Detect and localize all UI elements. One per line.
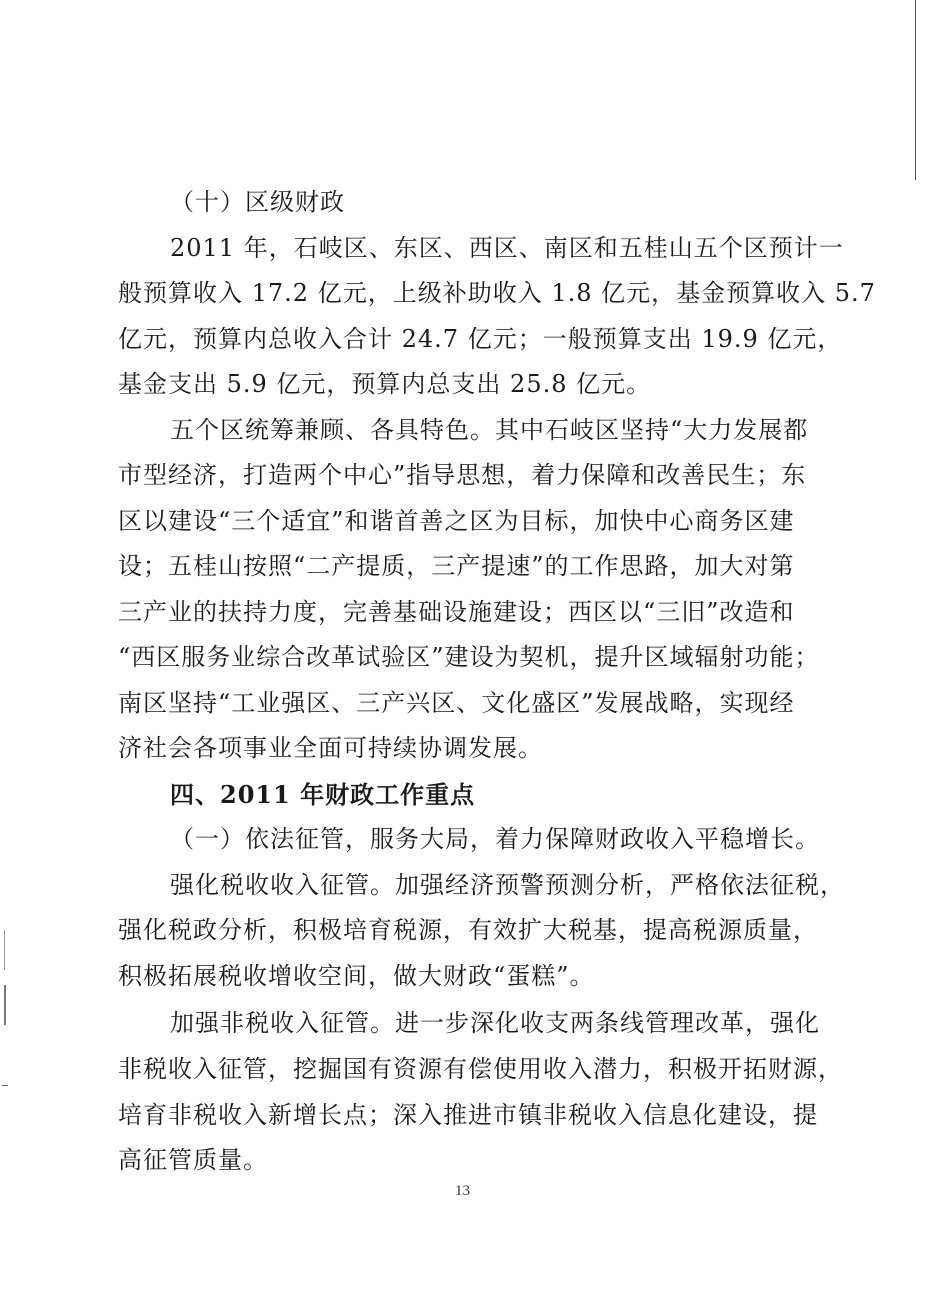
- paragraph-line: 济社会各项事业全面可持续协调发展。: [118, 734, 543, 762]
- paragraph-line: 设；五桂山按照“二产提质，三产提速”的工作思路，加大对第: [118, 552, 795, 580]
- page-number: 13: [455, 1183, 470, 1199]
- paragraph-line: 强化税政分析，积极培育税源，有效扩大税基，提高税源质量，: [118, 916, 818, 944]
- scan-edge-mark: [4, 930, 5, 970]
- paragraph-line: 般预算收入 17.2 亿元，上级补助收入 1.8 亿元，基金预算收入 5.7: [118, 279, 876, 307]
- paragraph-line: 积极拓展税收增收空间，做大财政“蛋糕”。: [118, 961, 595, 990]
- paragraph-line: 市型经济，打造两个中心”指导思想，着力保障和改善民生；东: [118, 461, 807, 489]
- body-text: [118, 180, 876, 1184]
- paragraph-line: 五个区统筹兼顾、各具特色。其中石岐区坚持“大力发展都: [170, 415, 809, 444]
- paragraph-line: 基金支出 5.9 亿元，预算内总支出 25.8 亿元。: [118, 370, 652, 398]
- chapter-heading: 四、2011 年财政工作重点: [170, 779, 476, 809]
- scan-edge-mark: [2, 1085, 8, 1086]
- paragraph-line: 亿元，预算内总收入合计 24.7 亿元；一般预算支出 19.9 亿元，: [118, 324, 843, 353]
- paragraph-line: 培育非税收入新增长点；深入推进市镇非税收入信息化建设，提: [118, 1100, 818, 1129]
- paragraph-line: 非税收入征管，挖掘国有资源有偿使用收入潜力，积极开拓财源，: [118, 1055, 843, 1083]
- section-heading: （十）区级财政: [170, 188, 345, 216]
- scan-edge-mark: [4, 985, 6, 1025]
- paragraph-line: 高征管质量。: [118, 1146, 268, 1174]
- paragraph-line: 加强非税收入征管。进一步深化收支两条线管理改革，强化: [170, 1009, 820, 1037]
- paragraph-line: 南区坚持“工业强区、三产兴区、文化盛区”发展战略，实现经: [118, 688, 795, 717]
- paragraph-line: 2011 年，石岐区、东区、西区、南区和五桂山五个区预计一: [170, 233, 844, 262]
- paragraph-line: 三产业的扶持力度，完善基础设施建设；西区以“三旧”改造和: [118, 597, 795, 626]
- paragraph-line: 强化税收收入征管。加强经济预警预测分析，严格依法征税，: [170, 870, 845, 899]
- paragraph-line: “西区服务业综合改革试验区”建设为契机，提升区域辐射功能；: [118, 643, 820, 671]
- scan-edge-mark: [915, 0, 916, 180]
- paragraph-line: 区以建设“三个适宜”和谐首善之区为目标，加快中心商务区建: [118, 506, 795, 535]
- subsection-heading: （一）依法征管，服务大局，着力保障财政收入平稳增长。: [170, 825, 820, 853]
